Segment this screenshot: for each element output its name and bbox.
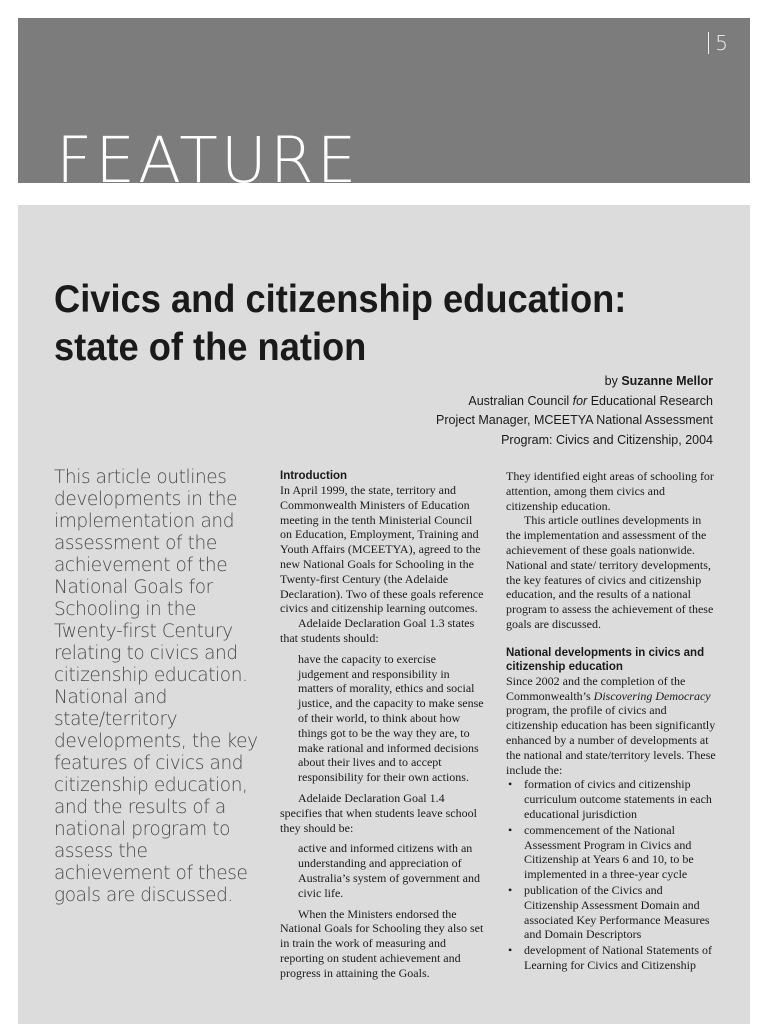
lead-paragraph: This article outlines developments in the implementation and assessment of the achievement of the National Goals for Schooling in the Twenty-first Century relating to civics and citizenship education. National and state/territory developments, the key features of civics and citizenship education, and the results of a national program to assess the achievement of these goals are discussed. <box>54 467 258 906</box>
list-item: • development of National Statements of Learning for Civics and Citizenship <box>524 943 716 973</box>
list-item: • formation of civics and citizenship curriculum outcome statements in each educational jurisdiction <box>524 777 716 821</box>
section-label: FEATURE <box>56 124 360 197</box>
paragraph: This article outlines developments in the implementation and assessment of the achievement of these goals nationwide. National and state/ territory developments, the key features of civics and citizenship education, and the results of a national program to assess the achievement of these goals are discussed. <box>506 513 714 631</box>
author-role-2: Program: Civics and Citizenship, 2004 <box>501 432 713 447</box>
block-quote: active and informed citizens with an understanding and appreciation of Australia’s system of government and civic life. <box>298 841 480 900</box>
title-line-1: Civics and citizenship education: <box>54 278 627 321</box>
affiliation-italic: for <box>572 393 588 408</box>
section-heading-introduction: Introduction <box>280 470 348 482</box>
section-heading-national-developments: National developments in civics and citizenship education <box>506 646 705 673</box>
title-line-2: state of the nation <box>54 326 367 369</box>
paragraph: They identified eight areas of schooling for attention, among them civics and citizenship education. <box>506 469 714 513</box>
paragraph-text: program, the profile of civics and citizenship education has been significantly enhanced by a number of developments at the national and state/territory levels. These include the: <box>506 703 716 777</box>
body-column-2 <box>506 469 716 974</box>
program-name: Discovering Democracy <box>593 688 711 703</box>
paragraph: Adelaide Declaration Goal 1.3 states that students should: <box>280 616 475 645</box>
block-quote: have the capacity to exercise judgement and responsibility in matters of morality, ethics and social justice, and the capacity to make sense of their world, to think about how things got to be the way they are, to make rational and informed decisions about their lives and to accept responsibility for their own actions. <box>298 651 484 785</box>
feature-banner <box>18 18 750 197</box>
paragraph-text: Since 2002 and the completion of the Commonwealth’s <box>506 673 686 703</box>
paragraph: Adelaide Declaration Goal 1.4 specifies that when students leave school they should be: <box>280 790 477 835</box>
affiliation-post: Educational Research <box>590 393 713 408</box>
body-column-1 <box>280 469 486 981</box>
affiliation-pre: Australian Council <box>468 393 570 408</box>
paragraph: When the Ministers endorsed the National Goals for Schooling they also set in train the work of measuring and reporting on student achievement and progress in attaining the Goals. <box>280 906 484 980</box>
author-role-1: Project Manager, MCEETYA National Assessment <box>436 413 713 427</box>
paragraph: In April 1999, the state, territory and Commonwealth Ministers of Education meeting in the tenth Ministerial Council on Education, Employment, Training and Youth Affairs (MCEETYA), agreed to the new National Goals for Schooling in the Twenty-first Century (the Adelaide Declaration). Two of these goals reference civics and citizenship learning outcomes. <box>280 483 484 616</box>
author-name: Suzanne Mellor <box>621 374 713 388</box>
list-item: • publication of the Civics and Citizenship Assessment Domain and associated Key Performance Measures and Domain Descriptors <box>524 883 716 942</box>
developments-list <box>506 777 716 972</box>
byline <box>436 372 713 450</box>
paragraph <box>506 674 716 778</box>
byline-by: by <box>604 374 618 388</box>
article-title <box>54 276 686 372</box>
page-number: 5 <box>708 32 728 54</box>
list-item: • commencement of the National Assessment Program in Civics and Citizenship at Years 6 and 10, to be implemented in a three-year cycle <box>524 823 716 882</box>
